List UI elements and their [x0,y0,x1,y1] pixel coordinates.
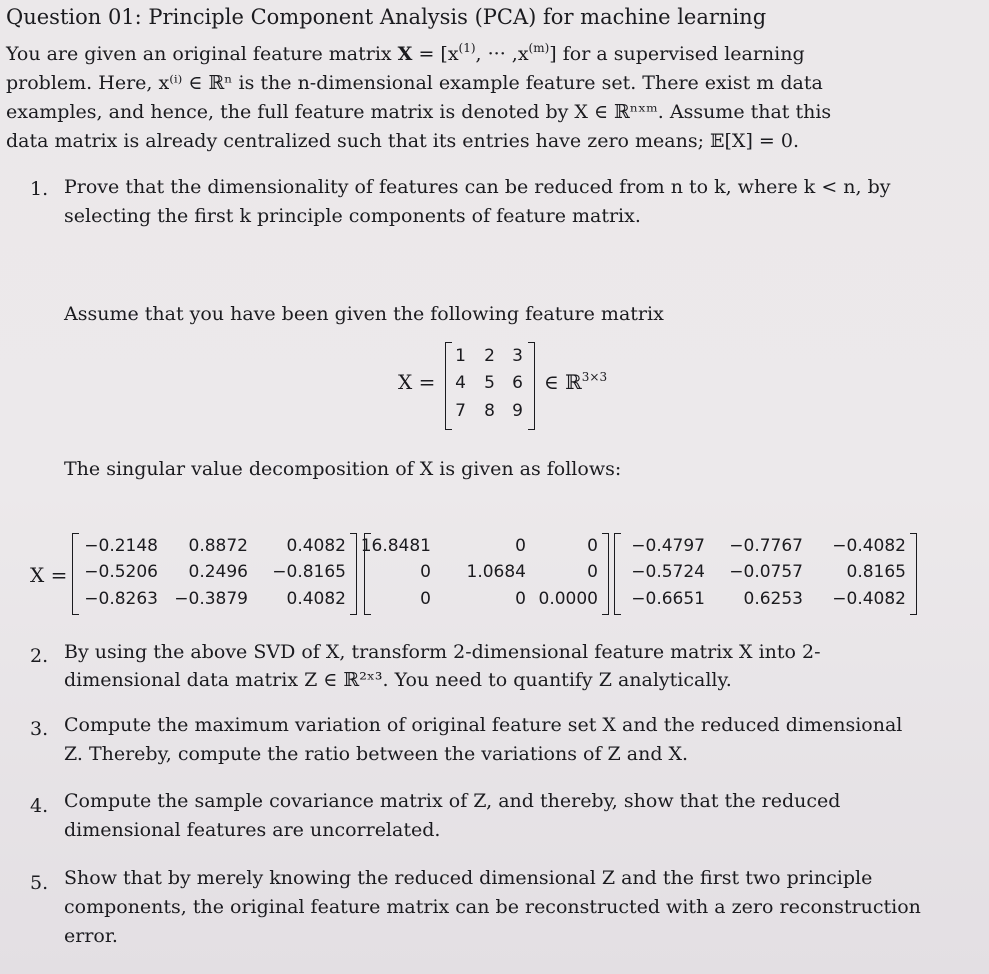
v-left-bracket [614,533,621,615]
intro-line-2: problem. Here, x⁽ⁱ⁾ ∈ ℝⁿ is the n-dimensional example feature set. There exist m data [6,72,823,94]
v-matrix-cell: 0.8165 [846,562,906,582]
q3-line-2: Z. Thereby, compute the ratio between the variations of Z and X. [64,743,689,765]
feature-matrix-domain [544,370,607,394]
v-matrix-cell: −0.7767 [729,536,803,556]
v-matrix-cell: −0.6651 [631,589,705,609]
u-matrix-cell: 0.4082 [286,536,346,556]
assume-text: Assume that you have been given the following feature matrix [64,303,664,325]
feature-matrix-cell: 9 [512,401,523,421]
feature-matrix-cell: 1 [455,346,466,366]
svd-text: The singular value decomposition of X is given as follows: [64,458,622,480]
u-matrix-cell: 0.4082 [286,589,346,609]
intro-line-3: examples, and hence, the full feature matrix is denoted by X ∈ ℝⁿˣᵐ. Assume that this [6,101,832,123]
q4-number: 4. [30,795,49,817]
intro-line-1: You are given an original feature matrix $X = [x^{(1)}$, ··· $,x^{(m)}$] for a supervised learning [6,41,805,65]
feature-matrix-cell: 5 [484,373,495,393]
feature-matrix-cell: 7 [455,401,466,421]
u-left-bracket [72,533,79,615]
u-matrix-cell: −0.2148 [84,536,158,556]
question-title: Question 01: Principle Component Analysis (PCA) for machine learning [6,5,767,29]
feature-matrix-cell: 3 [512,346,523,366]
u-matrix-cell: −0.5206 [84,562,158,582]
q3-line-1: Compute the maximum variation of original feature set X and the reduced dimensional [64,714,903,736]
feature-matrix-cell: 2 [484,346,495,366]
u-right-bracket [350,533,357,615]
s-matrix-cell: 0 [587,562,598,582]
q5-line-3: error. [64,925,118,947]
q2-line-2: dimensional data matrix Z ∈ ℝ²ˣ³. You need to quantify Z analytically. [64,669,732,691]
q1-line-2: selecting the first k principle components of feature matrix. [64,205,641,227]
q2-number: 2. [30,645,49,667]
s-right-bracket [602,533,609,615]
svd-label: X = [30,563,68,587]
q4-line-2: dimensional features are uncorrelated. [64,819,441,841]
v-matrix-cell: 0.6253 [743,589,803,609]
intro-line-1b: for a supervised learning [556,43,805,65]
q4-line-1: Compute the sample covariance matrix of Z, and thereby, show that the reduced [64,790,841,812]
u-matrix-cell: 0.8872 [188,536,248,556]
q5-number: 5. [30,872,49,894]
intro-line-1a: You are given an original feature matrix [6,43,398,65]
u-matrix-cell: 0.2496 [188,562,248,582]
u-matrix-cell: −0.8263 [84,589,158,609]
v-matrix-cell: −0.5724 [631,562,705,582]
u-matrix-cell: −0.8165 [272,562,346,582]
v-matrix-cell: −0.4082 [832,589,906,609]
matrix-symbol: X [397,43,413,65]
q5-line-1: Show that by merely knowing the reduced dimensional Z and the first two principle [64,867,873,889]
s-matrix-cell: 0 [420,562,431,582]
s-matrix-cell: 0.0000 [538,589,598,609]
v-right-bracket [910,533,917,615]
feature-matrix-cell: 4 [455,373,466,393]
v-matrix-cell: −0.0757 [729,562,803,582]
q1-line-1: Prove that the dimensionality of features can be reduced from n to k, where k < n, by [64,176,891,198]
s-matrix-cell: 1.0684 [466,562,526,582]
s-matrix-cell: 0 [587,536,598,556]
feature-matrix-cell: 8 [484,401,495,421]
q2-line-1: By using the above SVD of X, transform 2-dimensional feature matrix X into 2- [64,641,821,663]
v-matrix-cell: −0.4082 [832,536,906,556]
s-matrix-cell: 16.8481 [360,536,431,556]
s-matrix-cell: 0 [420,589,431,609]
q1-number: 1. [30,178,49,200]
u-matrix-cell: −0.3879 [174,589,248,609]
q3-number: 3. [30,718,49,740]
s-matrix-cell: 0 [515,589,526,609]
domain-symbol: ∈ ℝ [544,370,582,394]
s-left-bracket [364,533,371,615]
feature-matrix-label: X = [398,370,436,394]
domain-dimension: 3×3 [581,370,608,384]
q5-line-2: components, the original feature matrix can be reconstructed with a zero reconstruction [64,896,921,918]
feature-matrix-cell: 6 [512,373,523,393]
intro-line-4: data matrix is already centralized such that its entries have zero means; 𝔼[X] = 0. [6,130,799,152]
feature-matrix-right-bracket [528,342,535,430]
v-matrix-cell: −0.4797 [631,536,705,556]
s-matrix-cell: 0 [515,536,526,556]
